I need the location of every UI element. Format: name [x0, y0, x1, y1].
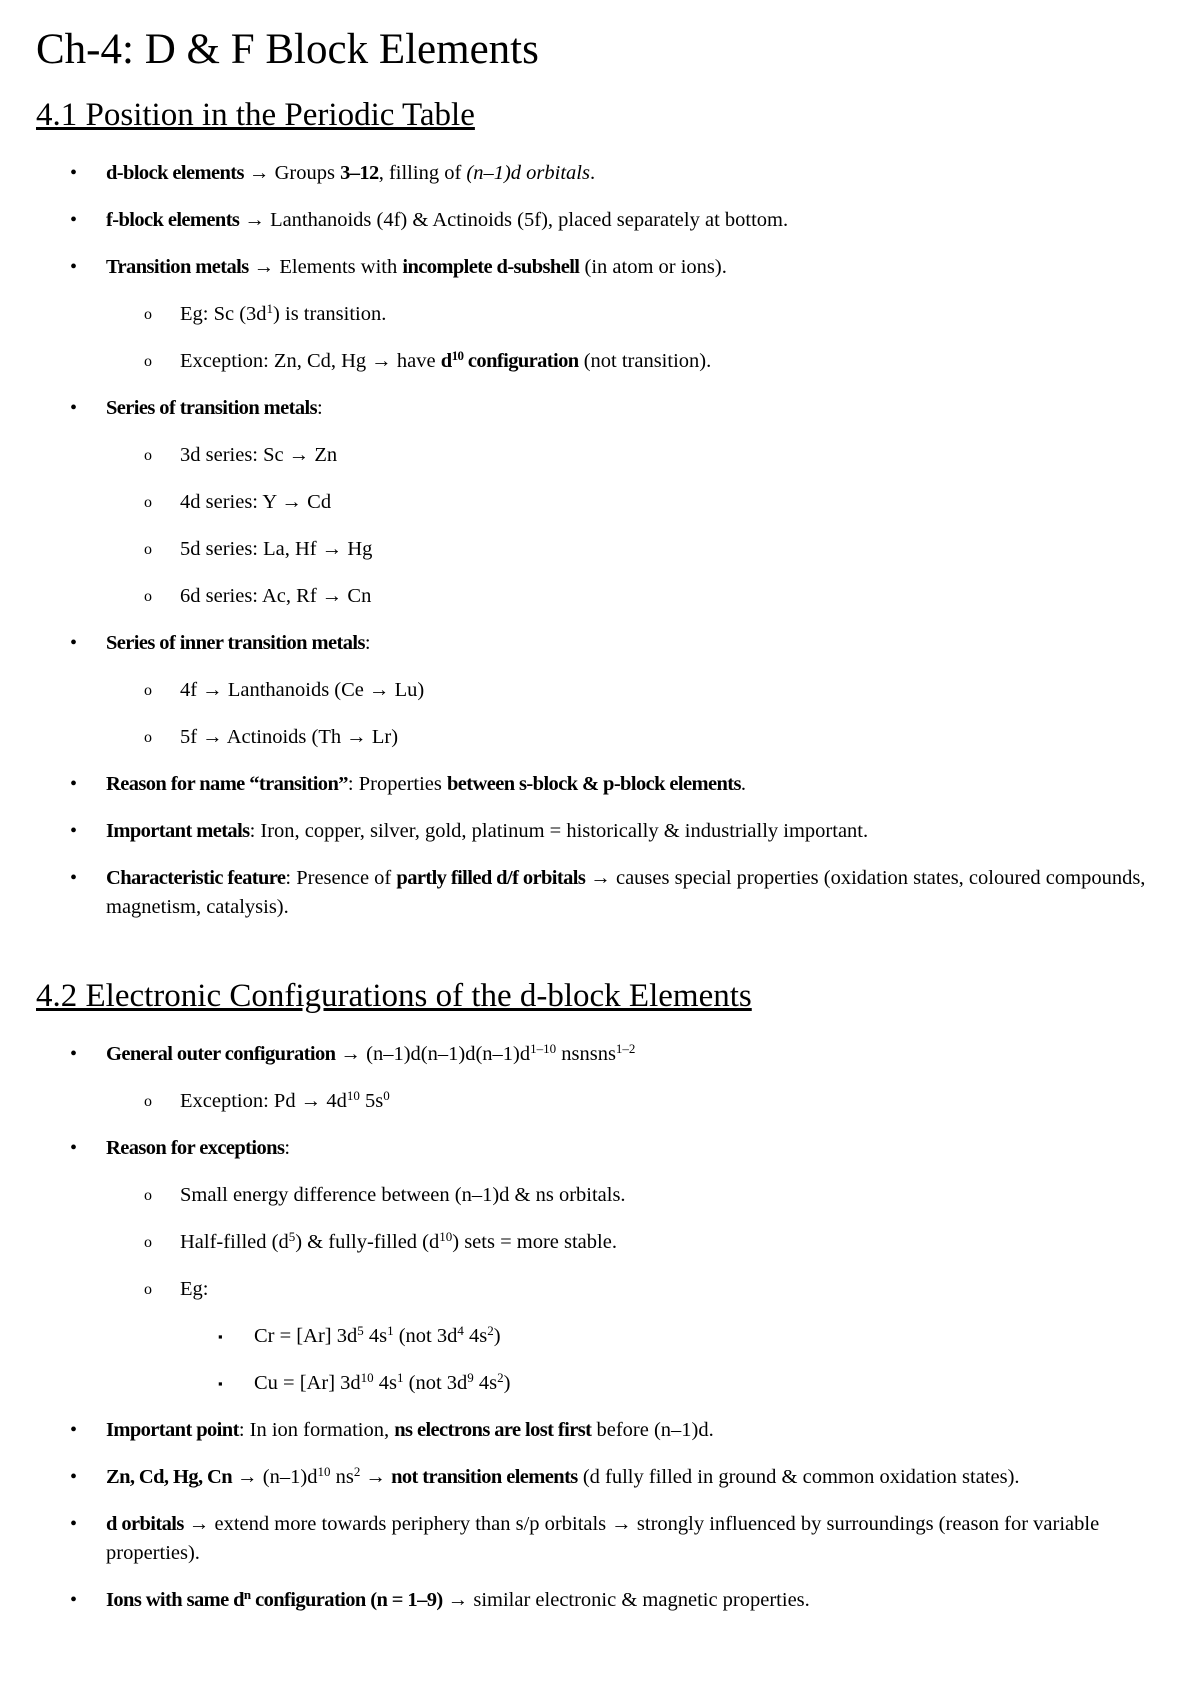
superscript: 10 [360, 1370, 374, 1385]
item-text: 3d series: Sc → Zn [180, 444, 338, 466]
superscript: 4 [457, 1323, 464, 1338]
sub-list-item [36, 526, 1160, 573]
item-text: ) & fully-filled (d [295, 1231, 440, 1253]
item-text: ns [330, 1466, 354, 1488]
item-text: 4s [363, 1325, 388, 1347]
sub-list-item [36, 1172, 1160, 1219]
superscript: 2 [497, 1370, 504, 1385]
list-item [36, 1501, 1160, 1577]
item-text: → causes special properties (oxidation states, coloured compounds, magnetism, catalysis). [106, 867, 1146, 918]
item-text: Eg: [180, 1278, 209, 1300]
sublist-container [36, 1313, 1160, 1407]
bullet-icon: • [70, 820, 78, 842]
item-text: : [284, 1137, 291, 1159]
superscript: 1 [266, 301, 274, 316]
list-item [36, 1407, 1160, 1454]
superscript: 10 [346, 1088, 360, 1103]
sublist [36, 667, 1160, 761]
item-text: → extend more towards periphery than s/p orbitals → strongly influenced by surroundings (reason for variable properties). [106, 1513, 1100, 1564]
circle-bullet-icon: o [144, 447, 152, 464]
list-item [36, 1577, 1160, 1624]
superscript: 1 [397, 1370, 404, 1385]
section-heading-4-1: 4.1 Position in the Periodic Table [36, 97, 475, 133]
sublist [36, 1078, 1160, 1125]
sublist-container [36, 291, 1160, 385]
sub-list-item [36, 714, 1160, 761]
item-text: : Properties [347, 773, 447, 795]
bold-term: f-block elements [106, 209, 240, 231]
superscript: 5 [288, 1229, 296, 1244]
superscript: 2 [353, 1464, 361, 1479]
list-item [36, 808, 1160, 855]
list-item [36, 1125, 1160, 1172]
list-item [36, 620, 1160, 667]
superscript: 9 [467, 1370, 474, 1385]
bold-term: Zn, Cd, Hg, Cn [106, 1466, 233, 1488]
circle-bullet-icon: o [144, 306, 152, 323]
item-text: 4s [463, 1325, 488, 1347]
bullet-icon: • [70, 867, 78, 889]
item-text: (d fully filled in ground & common oxidation states). [577, 1466, 1020, 1488]
list-item [36, 1454, 1160, 1501]
section-heading-4-2: 4.2 Electronic Configurations of the d-block Elements [36, 978, 752, 1014]
bold-term: Transition metals [106, 256, 249, 278]
item-text: : Iron, copper, silver, gold, platinum = historically & industrially important. [249, 820, 869, 842]
sub-list-item [36, 667, 1160, 714]
bold-term: 3–12 [340, 162, 379, 184]
bold-term: Ions with same d [106, 1589, 244, 1611]
section-4-1-list [36, 150, 1160, 931]
sub-list-item [36, 291, 1160, 338]
bold-term: d-block elements [106, 162, 244, 184]
sub-list-item [36, 1219, 1160, 1266]
item-text: : In ion formation, [238, 1419, 395, 1441]
page-title: Ch-4: D & F Block Elements [36, 26, 539, 73]
bold-term: Important point [106, 1419, 239, 1441]
superscript: 10 [451, 348, 464, 363]
sublist [36, 432, 1160, 620]
sublist [36, 291, 1160, 385]
superscript: n [243, 1587, 251, 1602]
circle-bullet-icon: o [144, 1093, 152, 1110]
item-text: before (n–1)d. [591, 1419, 714, 1441]
bold-term: partly filled d/f orbitals [396, 867, 586, 889]
item-text: Eg: Sc (3d [180, 303, 267, 325]
superscript: 1–2 [615, 1041, 636, 1056]
item-text: → similar electronic & magnetic properties. [442, 1589, 810, 1611]
sublist-container [36, 432, 1160, 620]
item-text: ) [503, 1372, 511, 1394]
bold-term: Series of inner transition metals [106, 632, 365, 654]
bullet-icon: • [70, 256, 78, 278]
item-text: 4s [473, 1372, 498, 1394]
bold-term: Reason for exceptions [106, 1137, 285, 1159]
item-text: 4s [373, 1372, 398, 1394]
sub-list-item [36, 573, 1160, 620]
bullet-icon: • [70, 1466, 78, 1488]
bold-term: configuration (n = 1–9) [250, 1589, 443, 1611]
item-text: . [589, 162, 596, 184]
item-text: nsnsns [556, 1043, 616, 1065]
item-text: . [740, 773, 747, 795]
italic-term: (n–1)d orbitals [466, 162, 590, 184]
item-text: → (n–1)d [232, 1466, 318, 1488]
item-text: Cu = [Ar] 3d [254, 1372, 361, 1394]
sub-list-item [36, 1266, 1160, 1313]
bullet-icon: • [70, 1589, 78, 1611]
item-text: ) [493, 1325, 501, 1347]
list-item [36, 150, 1160, 197]
item-text: → (n–1)d(n–1)d(n–1)d [335, 1043, 531, 1065]
item-text: → Groups [243, 162, 341, 184]
circle-bullet-icon: o [144, 353, 152, 370]
square-bullet-icon: ▪ [218, 1329, 223, 1344]
item-text: (in atom or ions). [579, 256, 727, 278]
bullet-icon: • [70, 1137, 78, 1159]
item-text: ) is transition. [273, 303, 387, 325]
item-text: Small energy difference between (n–1)d & ns orbitals. [180, 1184, 626, 1206]
superscript: 1–10 [530, 1041, 557, 1056]
item-text: , filling of [378, 162, 467, 184]
item-text: ) sets = more stable. [452, 1231, 617, 1253]
circle-bullet-icon: o [144, 588, 152, 605]
item-text: Exception: Pd → 4d [180, 1090, 347, 1112]
circle-bullet-icon: o [144, 1281, 152, 1298]
superscript: 5 [357, 1323, 364, 1338]
sublist-container [36, 1078, 1160, 1125]
circle-bullet-icon: o [144, 682, 152, 699]
bullet-icon: • [70, 209, 78, 231]
example-item [36, 1313, 1160, 1360]
item-text: 5s [359, 1090, 384, 1112]
bold-term: incomplete d-subshell [402, 256, 580, 278]
section-4-2-list [36, 1031, 1160, 1624]
bold-term: d orbitals [106, 1513, 184, 1535]
sublist-container [36, 1172, 1160, 1407]
item-text: 4d series: Y → Cd [180, 491, 332, 513]
bullet-icon: • [70, 1513, 78, 1535]
bold-term: Series of transition metals [106, 397, 317, 419]
sublist [36, 1313, 1160, 1407]
item-text: (not transition). [578, 350, 712, 372]
list-item [36, 855, 1160, 931]
bold-term: Important metals [106, 820, 250, 842]
bullet-icon: • [70, 1043, 78, 1065]
item-text: : [364, 632, 371, 654]
bold-term: configuration [463, 350, 579, 372]
sub-list-item [36, 432, 1160, 479]
circle-bullet-icon: o [144, 1187, 152, 1204]
list-item [36, 1031, 1160, 1078]
bold-term: not transition elements [391, 1466, 578, 1488]
list-item [36, 197, 1160, 244]
bullet-icon: • [70, 397, 78, 419]
bullet-icon: • [70, 162, 78, 184]
sublist-container [36, 667, 1160, 761]
bold-term: General outer configuration [106, 1043, 336, 1065]
superscript: 2 [487, 1323, 494, 1338]
superscript: 10 [439, 1229, 453, 1244]
item-text: Cr = [Ar] 3d [254, 1325, 358, 1347]
list-item [36, 385, 1160, 432]
item-text: : [316, 397, 323, 419]
item-text: → Elements with [248, 256, 403, 278]
item-text: 6d series: Ac, Rf → Cn [180, 585, 372, 607]
bold-term: Reason for name “transition” [106, 773, 348, 795]
bullet-icon: • [70, 1419, 78, 1441]
circle-bullet-icon: o [144, 541, 152, 558]
item-text: (not 3d [393, 1325, 458, 1347]
item-text: Half-filled (d [180, 1231, 289, 1253]
item-text: (not 3d [403, 1372, 468, 1394]
circle-bullet-icon: o [144, 729, 152, 746]
item-text: 5d series: La, Hf → Hg [180, 538, 373, 560]
list-item [36, 761, 1160, 808]
superscript: 1 [387, 1323, 394, 1338]
circle-bullet-icon: o [144, 494, 152, 511]
square-bullet-icon: ▪ [218, 1376, 223, 1391]
superscript: 0 [383, 1088, 390, 1103]
item-text: → Lanthanoids (4f) & Actinoids (5f), placed separately at bottom. [239, 209, 789, 231]
item-text: Exception: Zn, Cd, Hg → have [180, 350, 441, 372]
superscript: 10 [317, 1464, 331, 1479]
bold-term: d [440, 350, 452, 372]
bold-term: between s-block & p-block elements [447, 773, 741, 795]
sub-list-item [36, 338, 1160, 385]
item-text: 5f → Actinoids (Th → Lr) [180, 726, 399, 748]
circle-bullet-icon: o [144, 1234, 152, 1251]
bold-term: Characteristic feature [106, 867, 286, 889]
bold-term: ns electrons are lost first [394, 1419, 592, 1441]
sub-list-item [36, 1078, 1160, 1125]
sub-list-item [36, 479, 1160, 526]
item-text: → [360, 1466, 392, 1488]
item-text: : Presence of [285, 867, 397, 889]
sublist [36, 1172, 1160, 1407]
list-item [36, 244, 1160, 291]
bullet-icon: • [70, 773, 78, 795]
bullet-icon: • [70, 632, 78, 654]
item-text: 4f → Lanthanoids (Ce → Lu) [180, 679, 425, 701]
example-item [36, 1360, 1160, 1407]
